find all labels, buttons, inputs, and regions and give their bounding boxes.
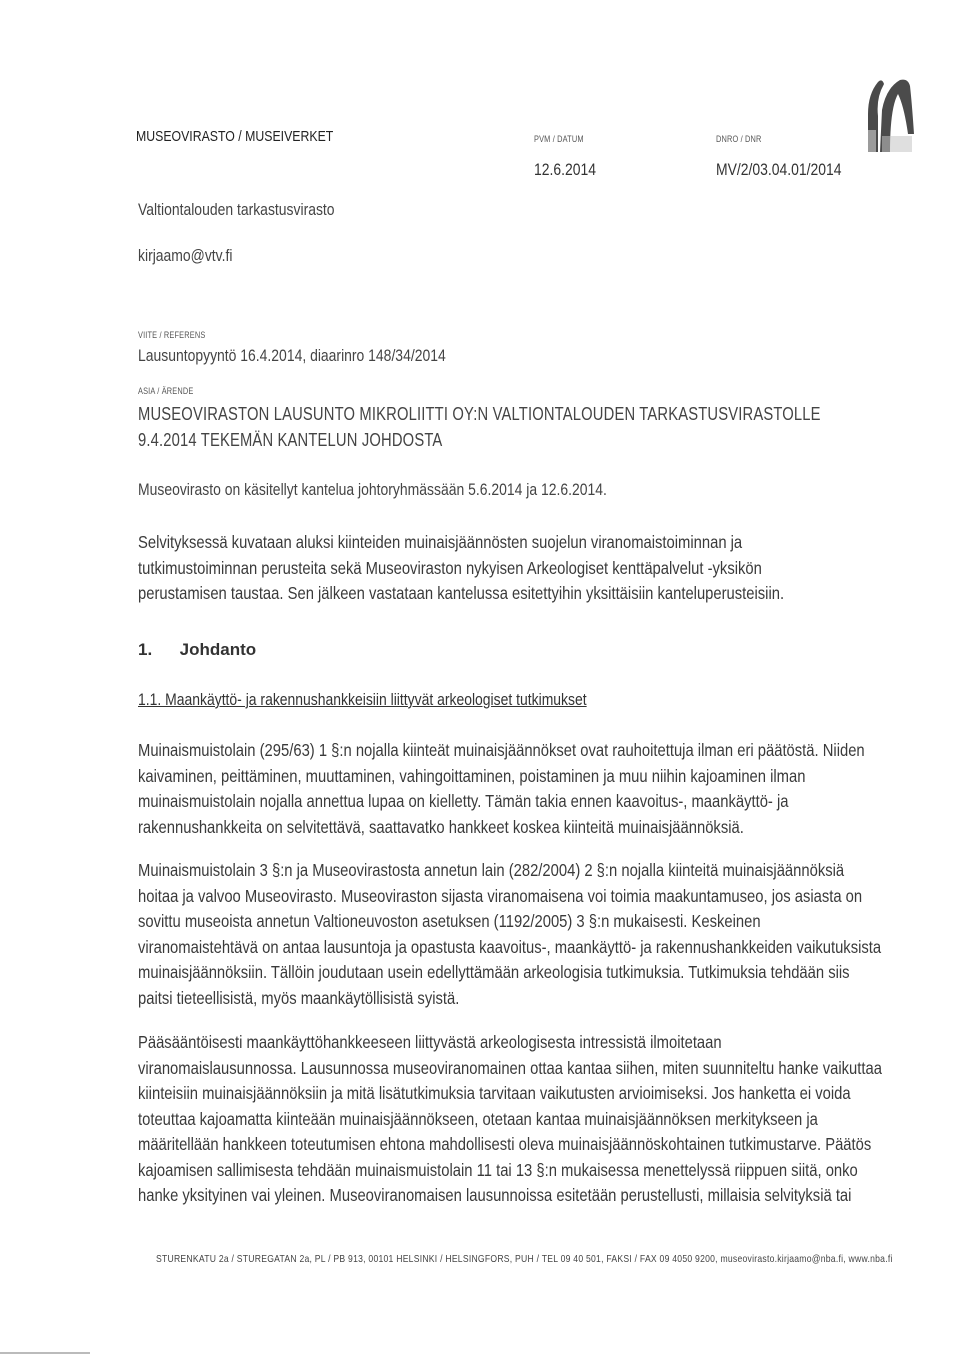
paragraph-line: sovittu museoista annetun Valtioneuvoston asetuksen (1192/2005) 3 §:n mukaisesti. Keskeinen: [138, 911, 761, 931]
subsection-heading: 1.1. Maankäyttö- ja rakennushankkeisiin liittyvät arkeologiset tutkimukset: [138, 690, 587, 709]
section-title: Johdanto: [179, 640, 257, 659]
paragraph-line: kaivaminen, peittäminen, muuttaminen, vahingoittaminen, poistaminen ja muu niihin kajoaminen ilman: [138, 765, 806, 786]
paragraph-1: [138, 738, 899, 840]
recipient-name: Valtiontalouden tarkastusvirasto: [138, 200, 335, 219]
paragraph-line: Muinaismuistolain (295/63) 1 §:n nojalla kiinteät muinaisjäännökset ovat rauhoitettuja ilman eri päätöstä. Niiden: [138, 740, 865, 760]
subject-label: ASIA / ÄRENDE: [138, 386, 194, 396]
paragraph-line: rakennushankkeita on selvitettävä, saattavatko hankkeet koskea kiinteitä muinaisjäännöksiä.: [138, 816, 744, 837]
section-number: 1.: [138, 640, 153, 659]
subject-line-1: MUSEOVIRASTON LAUSUNTO MIKROLIITTI OY:N VALTIONTALOUDEN TARKASTUSVIRASTOLLE: [138, 404, 821, 424]
date-value: 12.6.2014: [534, 160, 597, 179]
subject-line-2: 9.4.2014 TEKEMÄN KANTELUN JOHDOSTA: [138, 430, 443, 450]
paragraph-line: määritellään hankkeen toteutumisen ehtona mahdollisesti oleva muinaisjäännöskohtainen tutkimustarve. Päätös: [138, 1134, 872, 1154]
summary-line: perustamisen taustaa. Sen jälkeen vastataan kantelussa esitettyihin yksittäisiin kanteluperusteisiin.: [138, 583, 785, 603]
summary-line: Selvityksessä kuvataan aluksi kiinteiden muinaisjäännösten suojelun viranomaistoiminnan ja: [138, 532, 743, 552]
paragraph-line: hanke yksityinen vai yleinen. Museoviranomaisen lausunnoissa esitetään perustellusti, millaisia selvityksiä tai: [138, 1185, 852, 1205]
paragraph-line: hoitaa ja valvoo Museovirasto. Museoviraston sijasta viranomaisena voi toimia maakuntamuseo, jos asiasta on: [138, 885, 863, 906]
paragraph-line: Pääsääntöisesti maankäyttöhankkeeseen liittyvästä arkeologisesta intressistä ilmoitetaan: [138, 1032, 722, 1052]
paragraph-line: kiinteisiin muinaisjäännöksiin ja mitä lisätutkimuksia tarvitaan vaikutusten arvioimiseksi. Jos hanketta ei voida: [138, 1083, 851, 1103]
dnro-label: DNRO / DNR: [716, 134, 762, 144]
date-label: PVM / DATUM: [534, 134, 584, 144]
reference-label: VIITE / REFERENS: [138, 330, 206, 340]
section-heading: [138, 640, 256, 660]
museovirasto-logo-icon: [838, 74, 916, 154]
paragraph-line: viranomaislausunnossa. Lausunnossa museoviranomainen ottaa kantaa siihen, miten suunniteltu hanke vaikuttaa: [138, 1057, 882, 1078]
paragraph-line: toteuttaa kajoamatta kiinteään muinaisjäännökseen, otetaan kantaa muinaisjäännöksen merkitykseen ja: [138, 1108, 818, 1129]
dnro-value: MV/2/03.04.01/2014: [716, 160, 842, 179]
paragraph-line: muinaisjäännöksiin. Tällöin joudutaan usein edellyttämään arkeologisia tutkimuksia. Tutkimuksia tehdään siis: [138, 962, 850, 982]
summary-paragraph: [138, 530, 899, 607]
organization-name: MUSEOVIRASTO / MUSEIVERKET: [136, 128, 334, 145]
summary-line: tutkimustoiminnan perusteita sekä Museoviraston nykyisen Arkeologiset kenttäpalvelut -yksikön: [138, 557, 762, 578]
paragraph-2: [138, 858, 899, 1011]
recipient-email: kirjaamo@vtv.fi: [138, 246, 233, 265]
reference-value: Lausuntopyyntö 16.4.2014, diaarinro 148/34/2014: [138, 346, 446, 365]
paragraph-line: Muinaismuistolain 3 §:n ja Museovirastosta annetun lain (282/2004) 2 §:n nojalla kiinteitä muinaisjäännöksiä: [138, 860, 845, 880]
paragraph-line: kajoamisen sallimisesta tehdään muinaismuistolain 11 tai 13 §:n mukaisessa menettelyssä riippuen siitä, onko: [138, 1159, 858, 1180]
scan-edge-mark: [0, 1352, 90, 1354]
intro-text: Museovirasto on käsitellyt kantelua johtoryhmässään 5.6.2014 ja 12.6.2014.: [138, 480, 607, 499]
paragraph-line: viranomaistehtävä on antaa lausuntoja ja opastusta kaavoitus-, maankäyttö- ja rakennushankkeiden vaikutuksista: [138, 936, 882, 957]
footer-address: STURENKATU 2a / STUREGATAN 2a, PL / PB 913, 00101 HELSINKI / HELSINGFORS, PUH / TEL 09 40 501, FAKSI / FAX 09 4050 9200, museovirasto.kirjaamo@nba.fi, www.nba.fi: [156, 1253, 893, 1265]
paragraph-line: paitsi tieteellisistä, myös maankäytöllisistä syistä.: [138, 987, 460, 1008]
paragraph-line: muinaismuistolain nojalla annettua lupaa on kielletty. Tämän takia ennen kaavoitus-, maankäyttö- ja: [138, 791, 789, 811]
paragraph-3: [138, 1030, 899, 1209]
